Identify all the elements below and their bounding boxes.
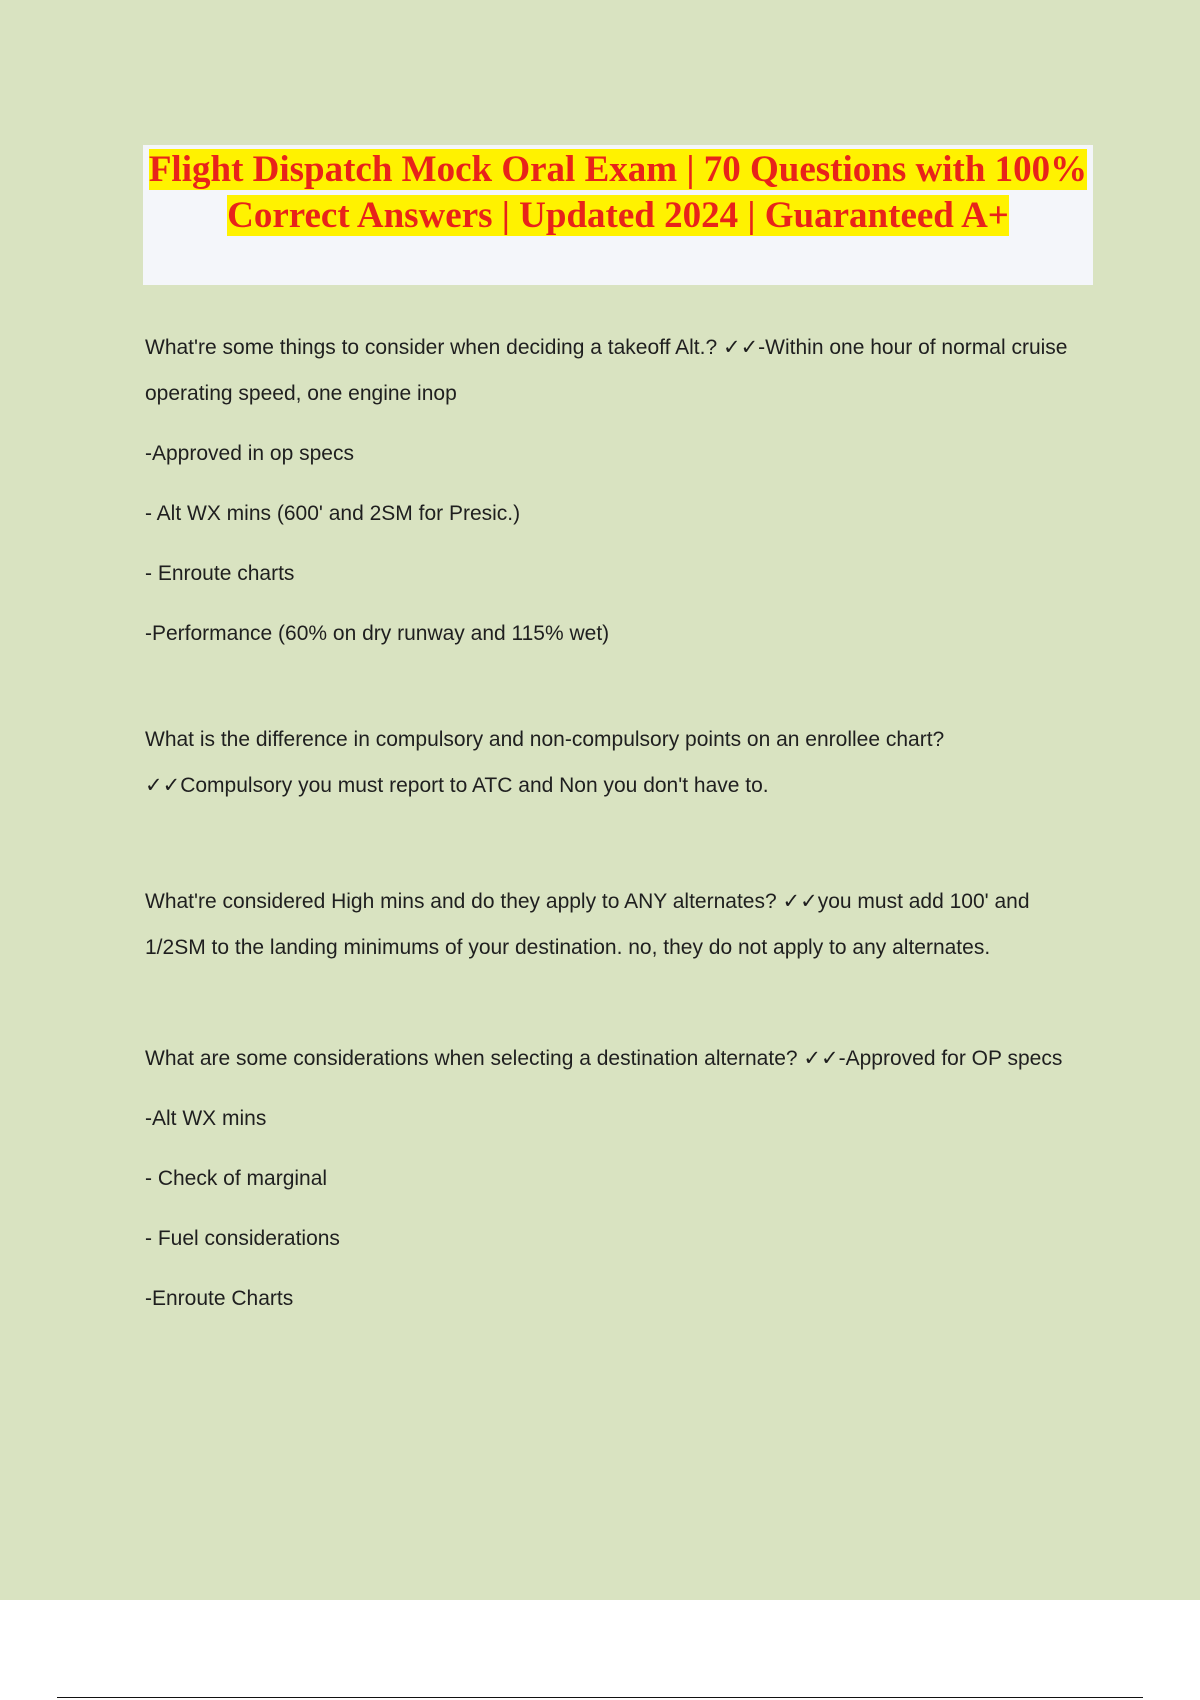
checkmark-icon: ✓✓ (722, 336, 759, 359)
answer-list-item: - Check of marginal (145, 1167, 328, 1190)
qa-paragraph (145, 1036, 1095, 1082)
qa-block (145, 717, 1095, 809)
qa-content (145, 325, 1095, 1322)
answer-list-item: - Alt WX mins (600' and 2SM for Presic.) (145, 502, 521, 525)
title-box (143, 145, 1093, 285)
answer-text: -Approved for OP specs (838, 1047, 1063, 1070)
qa-block (145, 879, 1095, 971)
answer-list-item: - Fuel considerations (145, 1227, 340, 1250)
qa-block (145, 1036, 1095, 1322)
qa-block (145, 325, 1095, 657)
answer-list-item: -Performance (60% on dry runway and 115% wet) (145, 622, 610, 645)
answer-list-item: - Enroute charts (145, 562, 295, 585)
footer-divider (57, 1697, 1143, 1698)
answer-list-item: -Enroute Charts (145, 1287, 294, 1310)
question-text: What is the difference in compulsory and non-compulsory points on an enrollee chart? (145, 728, 945, 751)
answer-list-item: -Alt WX mins (145, 1107, 267, 1130)
question-text: What are some considerations when selecting a destination alternate? (145, 1047, 798, 1070)
qa-paragraph (145, 879, 1095, 971)
answer-text: you must add 100' and 1/2SM to the landing minimums of your destination. no, they do not apply to any alternates. (145, 890, 1030, 959)
question-text: What're some things to consider when deciding a takeoff Alt.? (145, 336, 718, 359)
document-title-text: Flight Dispatch Mock Oral Exam | 70 Questions with 100% Correct Answers | Updated 2024 | Guaranteed A+ (148, 149, 1088, 236)
qa-paragraph (145, 717, 1095, 809)
answer-list-item: -Approved in op specs (145, 442, 354, 465)
checkmark-icon: ✓✓ (145, 774, 181, 797)
checkmark-icon: ✓✓ (803, 1047, 839, 1070)
document-title (143, 145, 1093, 239)
answer-text: Compulsory you must report to ATC and Non you don't have to. (180, 774, 769, 797)
checkmark-icon: ✓✓ (782, 890, 818, 913)
question-text: What're considered High mins and do they apply to ANY alternates? (145, 890, 777, 913)
qa-paragraph (145, 325, 1095, 417)
answer-text: -Within one hour of normal cruise operating speed, one engine inop (145, 336, 1068, 405)
